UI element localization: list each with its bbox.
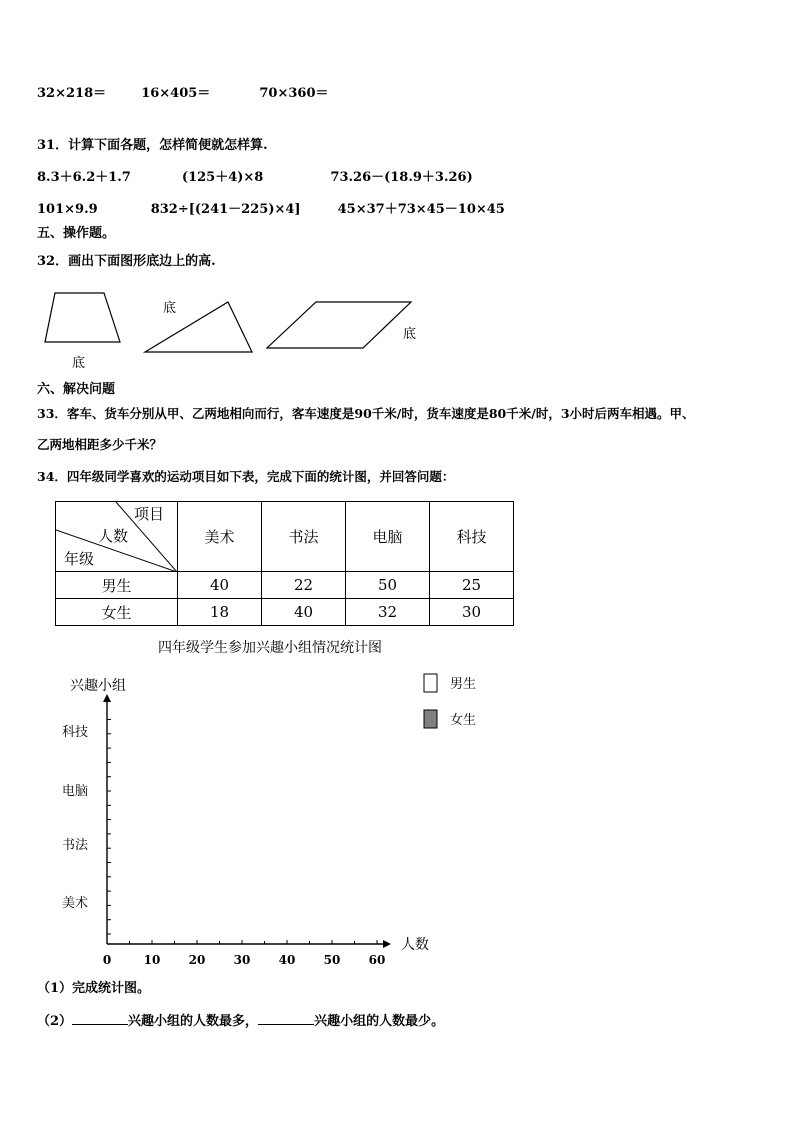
sub2-end: 兴趣小组的人数最少。 xyxy=(314,1014,445,1029)
calc-expression: 8.3＋6.2＋1.7 xyxy=(37,170,131,185)
table-row xyxy=(56,599,514,626)
diagonal-header-cell xyxy=(56,502,178,572)
sports-table xyxy=(55,501,514,626)
table-cell: 25 xyxy=(430,572,514,599)
calc-expression: 73.26－(18.9＋3.26) xyxy=(330,170,473,185)
calc-item: 70×360＝ xyxy=(259,86,329,101)
interest-group-chart xyxy=(0,660,794,970)
q33-line-2: 乙两地相距多少千米？ xyxy=(37,437,163,452)
section-5-heading: 五、操作题。 xyxy=(37,226,116,241)
q32-title: 32．画出下面图形底边上的高. xyxy=(37,254,216,269)
header-project-label: 项目 xyxy=(134,505,165,523)
header-grade-label: 年级 xyxy=(64,550,95,568)
y-axis-label: 兴趣小组 xyxy=(70,678,126,694)
q32-shapes xyxy=(0,288,794,368)
trapezoid-shape xyxy=(45,293,120,342)
row-label: 男生 xyxy=(56,572,178,599)
table-cell: 18 xyxy=(178,599,262,626)
calc-item: 32×218＝ xyxy=(37,86,107,101)
table-cell: 22 xyxy=(262,572,346,599)
calc-expression: (125＋4)×8 xyxy=(181,170,264,185)
base-label: 底 xyxy=(163,301,177,316)
chart-title: 四年级学生参加兴趣小组情况统计图 xyxy=(158,640,382,656)
q33-line-1: 33．客车、货车分别从甲、乙两地相向而行，客车速度是90千米/时，货车速度是80千米/时，3小时后两车相遇。甲、 xyxy=(37,406,695,421)
q31-row-2 xyxy=(37,198,505,217)
x-tick-label: 30 xyxy=(233,953,251,967)
base-label: 底 xyxy=(72,356,86,371)
table-cell: 40 xyxy=(262,599,346,626)
legend-swatch xyxy=(424,710,437,728)
oral-calc-row xyxy=(37,82,329,101)
calc-expression: 101×9.9 xyxy=(37,202,98,217)
table-cell: 32 xyxy=(346,599,430,626)
column-header: 电脑 xyxy=(346,502,430,572)
legend-label: 男生 xyxy=(450,677,477,692)
base-label: 底 xyxy=(403,327,417,342)
sub2-mid: 兴趣小组的人数最多， xyxy=(128,1014,259,1029)
q34-sub-2 xyxy=(37,1010,444,1029)
y-axis-arrow xyxy=(103,694,111,702)
y-category-label: 电脑 xyxy=(62,784,89,799)
table-cell: 50 xyxy=(346,572,430,599)
triangle-shape xyxy=(145,302,252,352)
x-tick-label: 20 xyxy=(188,953,206,967)
parallelogram-shape xyxy=(267,302,411,348)
answer-blank[interactable] xyxy=(258,1012,314,1025)
table-cell: 30 xyxy=(430,599,514,626)
x-tick-label: 60 xyxy=(368,953,386,967)
x-tick-label: 10 xyxy=(143,953,161,967)
answer-blank[interactable] xyxy=(72,1012,128,1025)
legend-label: 女生 xyxy=(450,713,477,728)
calc-expression: 45×37＋73×45－10×45 xyxy=(337,202,505,217)
x-axis-arrow xyxy=(383,940,391,948)
q31-row-1 xyxy=(37,166,473,185)
table-row xyxy=(56,572,514,599)
y-category-label: 美术 xyxy=(62,896,89,911)
q34-sub-1: （1）完成统计图。 xyxy=(37,981,151,996)
q34-title: 34．四年级同学喜欢的运动项目如下表，完成下面的统计图，并回答问题： xyxy=(37,469,455,484)
x-tick-label: 40 xyxy=(278,953,296,967)
legend-swatch xyxy=(424,674,437,692)
table-cell: 40 xyxy=(178,572,262,599)
x-axis-label: 人数 xyxy=(401,937,429,953)
y-category-label: 科技 xyxy=(62,725,89,740)
x-tick-label: 0 xyxy=(102,953,112,967)
x-tick-label: 50 xyxy=(323,953,341,967)
column-header: 书法 xyxy=(262,502,346,572)
header-count-label: 人数 xyxy=(98,527,129,545)
sub2-prefix: （2） xyxy=(37,1014,73,1029)
calc-expression: 832÷[(241－225)×4] xyxy=(150,202,301,217)
y-category-label: 书法 xyxy=(62,838,89,853)
calc-item: 16×405＝ xyxy=(141,86,211,101)
section-6-heading: 六、解决问题 xyxy=(37,382,116,397)
column-header: 美术 xyxy=(178,502,262,572)
row-label: 女生 xyxy=(56,599,178,626)
column-header: 科技 xyxy=(430,502,514,572)
q31-title: 31．计算下面各题，怎样简便就怎样算. xyxy=(37,138,268,153)
